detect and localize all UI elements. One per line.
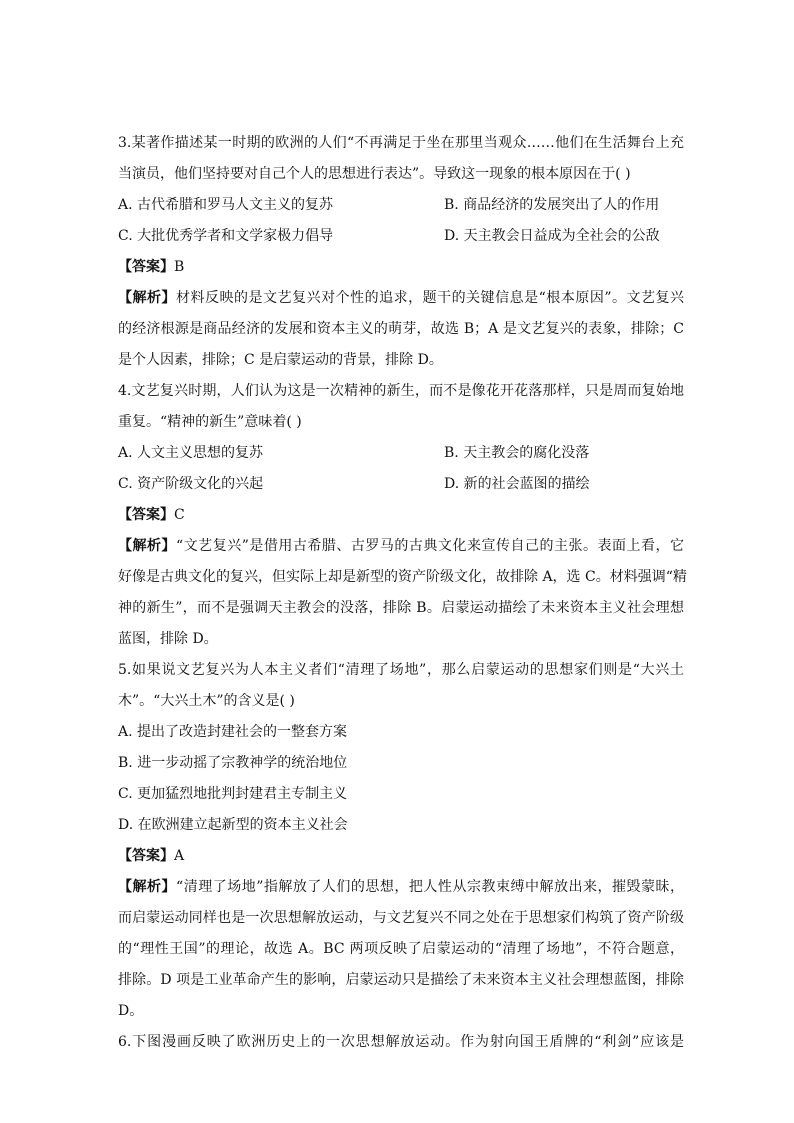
q4-stem-line1: 4.文艺复兴时期，人们认为这是一次精神的新生，而不是像花开花落那样，只是周而复始地 — [118, 383, 684, 399]
q3-option-c: C. 大批优秀学者和文学家极力倡导 — [118, 228, 334, 244]
q4-option-c: C. 资产阶级文化的兴起 — [118, 476, 264, 492]
q3-stem-line2: 当演员，他们坚持要对自己个人的思想进行表达”。导致这一现象的根本原因在于( ) — [118, 166, 631, 182]
answer-value: B — [174, 259, 185, 275]
q4-analysis-line3: 神的新生”，而不是强调天主教会的没落，排除 B。启蒙运动描绘了未来资本主义社会理想 — [118, 600, 684, 616]
q3-option-a: A. 古代希腊和罗马人文主义的复苏 — [118, 197, 334, 213]
q5-answer — [118, 846, 184, 866]
q4-analysis-line4: 蓝图，排除 D。 — [118, 631, 218, 647]
q4-option-a: A. 人文主义思想的复苏 — [118, 445, 264, 461]
analysis-text: “清理了场地”指解放了人们的思想，把人性从宗教束缚中解放出来，摧毁蒙昧， — [176, 879, 685, 895]
analysis-text: “文艺复兴”是借用古希腊、古罗马的古典文化来宣传自己的主张。表面上看，它 — [176, 538, 685, 554]
q4-stem-line2: 重复。“精神的新生”意味着( ) — [118, 414, 302, 430]
q5-option-b: B. 进一步动摇了宗教神学的统治地位 — [118, 755, 348, 771]
q3-answer — [118, 257, 184, 277]
q4-analysis-line1 — [118, 536, 684, 556]
q5-option-d: D. 在欧洲建立起新型的资本主义社会 — [118, 817, 348, 833]
q5-analysis-line5: D。 — [118, 1003, 144, 1019]
analysis-label: 【解析】 — [118, 879, 177, 895]
q4-option-b: B. 天主教会的腐化没落 — [444, 445, 590, 461]
q3-analysis-line3: 是个人因素，排除；C 是启蒙运动的背景，排除 D。 — [118, 352, 443, 368]
q5-option-c: C. 更加猛烈地批判封建君主专制主义 — [118, 786, 348, 802]
analysis-text: 材料反映的是文艺复兴对个性的追求，题干的关键信息是“根本原因”。文艺复兴 — [176, 290, 685, 306]
q4-answer — [118, 505, 185, 525]
q3-option-b: B. 商品经济的发展突出了人的作用 — [444, 197, 660, 213]
q3-option-d: D. 天主教会日益成为全社会的公敌 — [444, 228, 660, 244]
q5-analysis-line3: 的“理性王国”的理论，故选 A。BC 两项反映了启蒙运动的“清理了场地”，不符合题意， — [118, 941, 684, 957]
q4-analysis-line2: 好像是古典文化的复兴，但实际上却是新型的资产阶级文化，故排除 A，选 C。材料强调“精 — [118, 569, 687, 585]
q5-analysis-line1 — [118, 877, 684, 897]
answer-label: 【答案】 — [118, 259, 174, 275]
answer-label: 【答案】 — [118, 507, 174, 523]
q3-analysis-line2: 的经济根源是商品经济的发展和资本主义的萌芽，故选 B；A 是文艺复兴的表象，排除；C — [118, 321, 684, 337]
answer-value: A — [174, 848, 185, 864]
answer-value: C — [174, 507, 185, 523]
analysis-label: 【解析】 — [118, 538, 177, 554]
q5-stem-line1: 5.如果说文艺复兴为人本主义者们“清理了场地”，那么启蒙运动的思想家们则是“大兴土 — [118, 662, 684, 678]
q4-option-d: D. 新的社会蓝图的描绘 — [444, 476, 590, 492]
answer-label: 【答案】 — [118, 848, 174, 864]
q5-option-a: A. 提出了改造封建社会的一整套方案 — [118, 724, 348, 740]
analysis-label: 【解析】 — [118, 290, 177, 306]
q3-stem-line1: 3.某著作描述某一时期的欧洲的人们“不再满足于坐在那里当观众……他们在生活舞台上充 — [118, 135, 684, 151]
q5-analysis-line2: 而启蒙运动同样也是一次思想解放运动，与文艺复兴不同之处在于思想家们构筑了资产阶级 — [118, 910, 684, 926]
q5-analysis-line4: 排除。D 项是工业革命产生的影响，启蒙运动只是描绘了未来资本主义社会理想蓝图，排除 — [118, 972, 684, 988]
q6-stem-line1: 6.下图漫画反映了欧洲历史上的一次思想解放运动。作为射向国王盾牌的“利剑”应该是 — [118, 1034, 684, 1050]
q5-stem-line2: 木”。“大兴土木”的含义是( ) — [118, 693, 295, 709]
q3-analysis-line1 — [118, 288, 684, 308]
